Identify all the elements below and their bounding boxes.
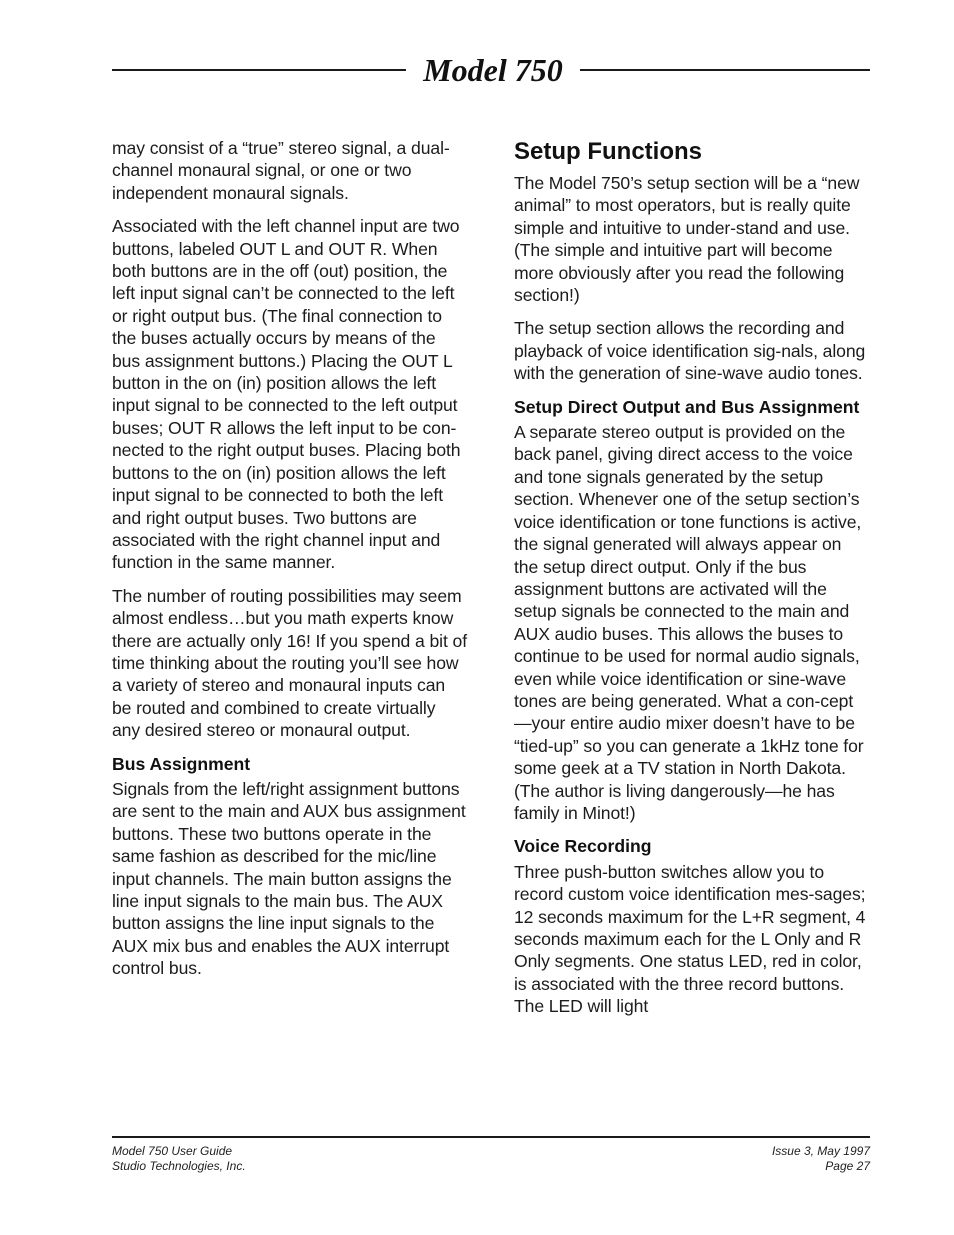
body-paragraph: The setup section allows the recording and playback of voice identification sig-nals, along with the generation of sine-wave audio tones. [514, 318, 866, 384]
footer-issue: Issue 3, May 1997 [771, 1144, 870, 1158]
direct-output-heading: Setup Direct Output and Bus Assignment [514, 396, 860, 417]
footer-page-number: Page 27 [825, 1159, 870, 1173]
body-paragraph: A separate stereo output is provided on the back panel, giving direct access to the voice and tone signals generated by the setup section. Whenever one of the setup section’s voice identification or tone functions is active, the signal generated will always appear on the setup direct output. Only if the bus assignment buttons are activated will the setup signals be connected to the main and AUX audio buses. This allows the buses to continue to be used for normal audio signals, even while voice identification or sine-wave tones are being generated. What a con-cept—your entire audio mixer doesn’t have to be “tied-up” so you can generate a 1kHz tone for some geek at a TV station in North Dakota. (The author is living dangerously—he has family in Minot!) [514, 422, 864, 823]
right-column [514, 137, 870, 1029]
footer-rule [112, 1136, 870, 1138]
header-rule-right [580, 69, 870, 71]
bus-assignment-heading: Bus Assignment [112, 753, 251, 774]
body-paragraph: may consist of a “true” stereo signal, a dual-channel monaural signal, or one or two independent monaural signals. [112, 138, 450, 203]
body-paragraph: Three push-button switches allow you to record custom voice identification mes-sages; 12 seconds maximum for the L+R segment, 4 seconds maximum each for the L Only and R Only segments. One status LED, red in color, is associated with the three record buttons. The LED will light [514, 861, 866, 1017]
footer-company: Studio Technologies, Inc. [112, 1159, 246, 1173]
body-paragraph: The Model 750’s setup section will be a “new animal” to most operators, but is really quite simple and intuitive to under-stand and use. (The simple and intuitive part will become more obviously after you read the following section!) [514, 173, 860, 306]
footer-right [772, 1144, 870, 1174]
section-heading: Setup Functions [514, 138, 702, 165]
body-paragraph: The number of routing possibilities may seem almost endless…but you math experts know there are actually only 16! If you spend a bit of time thinking about the routing you’ll see how a variety of stereo and monaural inputs can be routed and combined to create virtually any desired stereo or monaural output. [112, 585, 468, 741]
header-rule-left [112, 69, 406, 71]
left-column [112, 137, 468, 991]
voice-recording-heading: Voice Recording [514, 836, 652, 857]
footer-left [112, 1144, 246, 1174]
body-paragraph: Signals from the left/right assignment buttons are sent to the main and AUX bus assignment buttons. These two buttons operate in the same fashion as described for the mic/line input channels. The main button assigns the line input signals to the main bus. The AUX button assigns the line input signals to the AUX mix bus and enables the AUX interrupt control bus. [112, 778, 466, 979]
page-header-title: Model 750 [423, 52, 563, 88]
footer-guide-title: Model 750 User Guide [112, 1144, 233, 1158]
body-paragraph: Associated with the left channel input are two buttons, labeled OUT L and OUT R. When both buttons are in the off (out) position, the left input signal can’t be connected to the left or right output bus. (The final connection to the buses actually occurs by means of the bus assignment buttons.) Placing the OUT L button in the on (in) position allows the left input signal to be connected to the left output buses; OUT R allows the left input to be con-nected to the right output buses. Placing both buttons to the on (in) position allows the left input signal to be connected to both the left and right output buses. Two buttons are associated with the right channel input and function in the same manner. [112, 216, 461, 573]
